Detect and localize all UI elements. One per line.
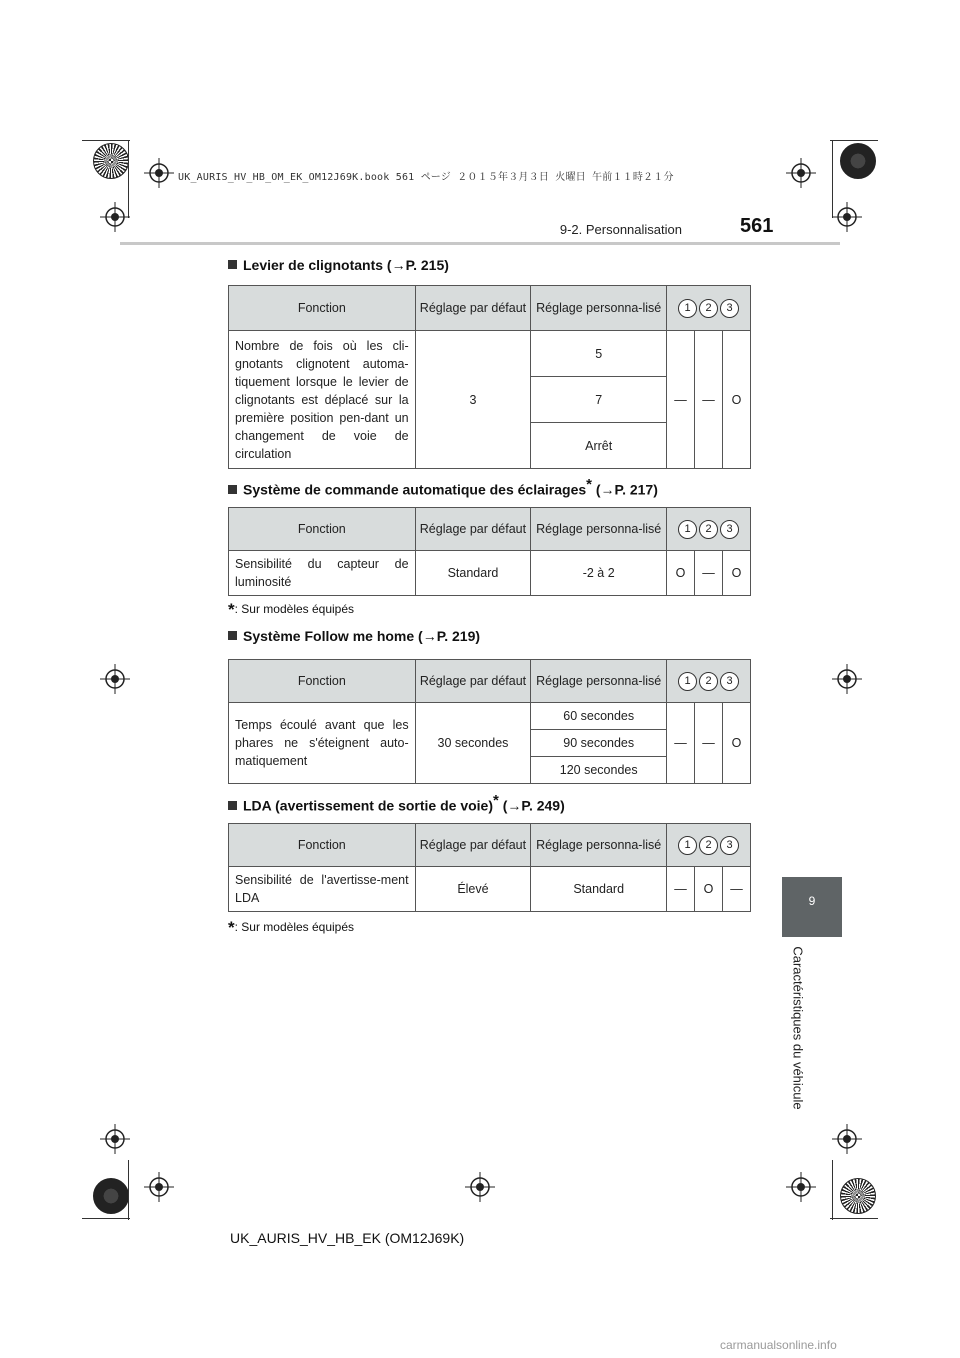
col-header-custom: Réglage personna-lisé bbox=[531, 286, 667, 331]
crop-line bbox=[82, 140, 130, 141]
col-header-custom: Réglage personna-lisé bbox=[531, 660, 667, 703]
option-cell: Standard bbox=[531, 867, 667, 912]
registration-mark-icon bbox=[832, 664, 862, 694]
col-header-default: Réglage par défaut bbox=[415, 286, 531, 331]
section-heading: Système Follow me home (→P. 219) bbox=[228, 628, 480, 644]
registration-mark-icon bbox=[144, 158, 174, 188]
settings-table bbox=[228, 285, 751, 469]
section-heading: Levier de clignotants (→P. 215) bbox=[228, 257, 449, 273]
registration-mark-icon bbox=[786, 158, 816, 188]
method-cell: — bbox=[667, 331, 695, 469]
option-cell: -2 à 2 bbox=[531, 551, 667, 596]
col-header-methods bbox=[667, 286, 751, 331]
option-cell: 5 bbox=[531, 331, 667, 377]
method-cell: — bbox=[695, 551, 723, 596]
function-cell: Nombre de fois où les cli-gnotants clignotent automa-tiquement lorsque le levier de clignotants est déplacé sur la première position pen-dant un changement de voie de circulation bbox=[229, 331, 416, 469]
section-heading: Système de commande automatique des éclairages* (→P. 217) bbox=[228, 476, 658, 498]
col-header-function: Fonction bbox=[229, 508, 416, 551]
footnote: *: Sur modèles équipés bbox=[228, 600, 355, 619]
bullet-square-icon bbox=[228, 801, 237, 810]
settings-table bbox=[228, 659, 751, 784]
header-rule bbox=[120, 242, 840, 245]
bullet-square-icon bbox=[228, 260, 237, 269]
method-2-icon: 2 bbox=[699, 836, 718, 855]
option-cell: 60 secondes bbox=[531, 703, 667, 730]
method-3-icon: 3 bbox=[720, 520, 739, 539]
col-header-custom: Réglage personna-lisé bbox=[531, 508, 667, 551]
col-header-default: Réglage par défaut bbox=[415, 508, 531, 551]
watermark: carmanualsonline.info bbox=[720, 1338, 837, 1352]
function-cell: Sensibilité du capteur de luminosité bbox=[229, 551, 416, 596]
footnote: *: Sur modèles équipés bbox=[228, 918, 355, 937]
col-header-function: Fonction bbox=[229, 660, 416, 703]
method-1-icon: 1 bbox=[678, 520, 697, 539]
function-cell: Temps écoulé avant que les phares ne s'éteignent auto-matiquement bbox=[229, 703, 416, 784]
settings-table bbox=[228, 507, 751, 596]
crop-line bbox=[830, 1218, 878, 1219]
option-cell: 120 secondes bbox=[531, 757, 667, 784]
col-header-custom: Réglage personna-lisé bbox=[531, 824, 667, 867]
registration-mark-icon bbox=[465, 1172, 495, 1202]
page-number: 561 bbox=[740, 215, 774, 237]
col-header-methods bbox=[667, 508, 751, 551]
method-cell: O bbox=[723, 551, 751, 596]
registration-mark-icon bbox=[100, 1124, 130, 1154]
method-2-icon: 2 bbox=[699, 672, 718, 691]
registration-mark-icon bbox=[100, 664, 130, 694]
method-cell: — bbox=[695, 703, 723, 784]
option-cell: 90 secondes bbox=[531, 730, 667, 757]
method-cell: O bbox=[667, 551, 695, 596]
method-1-icon: 1 bbox=[678, 836, 697, 855]
method-3-icon: 3 bbox=[720, 672, 739, 691]
col-header-function: Fonction bbox=[229, 286, 416, 331]
method-2-icon: 2 bbox=[699, 520, 718, 539]
registration-mark-icon bbox=[144, 1172, 174, 1202]
method-cell: — bbox=[667, 867, 695, 912]
method-2-icon: 2 bbox=[699, 299, 718, 318]
section-title: 9-2. Personnalisation bbox=[559, 222, 682, 237]
default-cell: Standard bbox=[415, 551, 531, 596]
chapter-tab: 9 bbox=[782, 877, 842, 937]
option-cell: Arrêt bbox=[531, 423, 667, 469]
col-header-default: Réglage par défaut bbox=[415, 660, 531, 703]
bullet-square-icon bbox=[228, 485, 237, 494]
col-header-methods bbox=[667, 660, 751, 703]
method-1-icon: 1 bbox=[678, 672, 697, 691]
method-cell: — bbox=[695, 331, 723, 469]
function-cell: Sensibilité de l'avertisse-ment LDA bbox=[229, 867, 416, 912]
method-cell: O bbox=[722, 703, 750, 784]
book-info-line: UK_AURIS_HV_HB_OM_EK_OM12J69K.book 561 ページ ２０１５年３月３日 火曜日 午前１１時２１分 bbox=[178, 172, 674, 183]
bullet-square-icon bbox=[228, 631, 237, 640]
chapter-label: Caractéristiques du véhicule bbox=[790, 946, 806, 1110]
print-rosette-bottom-left bbox=[93, 1178, 129, 1214]
method-cell: O bbox=[695, 867, 723, 912]
col-header-function: Fonction bbox=[229, 824, 416, 867]
crop-line bbox=[832, 1160, 833, 1220]
print-rosette-top-left bbox=[93, 143, 129, 179]
col-header-methods bbox=[667, 824, 751, 867]
print-rosette-bottom-right bbox=[840, 1178, 876, 1214]
section-heading: LDA (avertissement de sortie de voie)* (→P. 249) bbox=[228, 792, 565, 814]
method-3-icon: 3 bbox=[720, 299, 739, 318]
registration-mark-icon bbox=[786, 1172, 816, 1202]
crop-line bbox=[128, 1160, 129, 1220]
registration-mark-icon bbox=[832, 202, 862, 232]
method-3-icon: 3 bbox=[720, 836, 739, 855]
default-cell: 30 secondes bbox=[415, 703, 531, 784]
registration-mark-icon bbox=[100, 202, 130, 232]
crop-line bbox=[830, 140, 878, 141]
option-cell: 7 bbox=[531, 377, 667, 423]
settings-table bbox=[228, 823, 751, 912]
crop-line bbox=[82, 1218, 130, 1219]
default-cell: Élevé bbox=[415, 867, 531, 912]
col-header-default: Réglage par défaut bbox=[415, 824, 531, 867]
method-cell: — bbox=[667, 703, 695, 784]
method-1-icon: 1 bbox=[678, 299, 697, 318]
registration-mark-icon bbox=[832, 1124, 862, 1154]
default-cell: 3 bbox=[415, 331, 531, 469]
print-rosette-top-right bbox=[840, 143, 876, 179]
document-code: UK_AURIS_HV_HB_EK (OM12J69K) bbox=[230, 1230, 465, 1246]
method-cell: O bbox=[722, 331, 750, 469]
method-cell: — bbox=[722, 867, 750, 912]
